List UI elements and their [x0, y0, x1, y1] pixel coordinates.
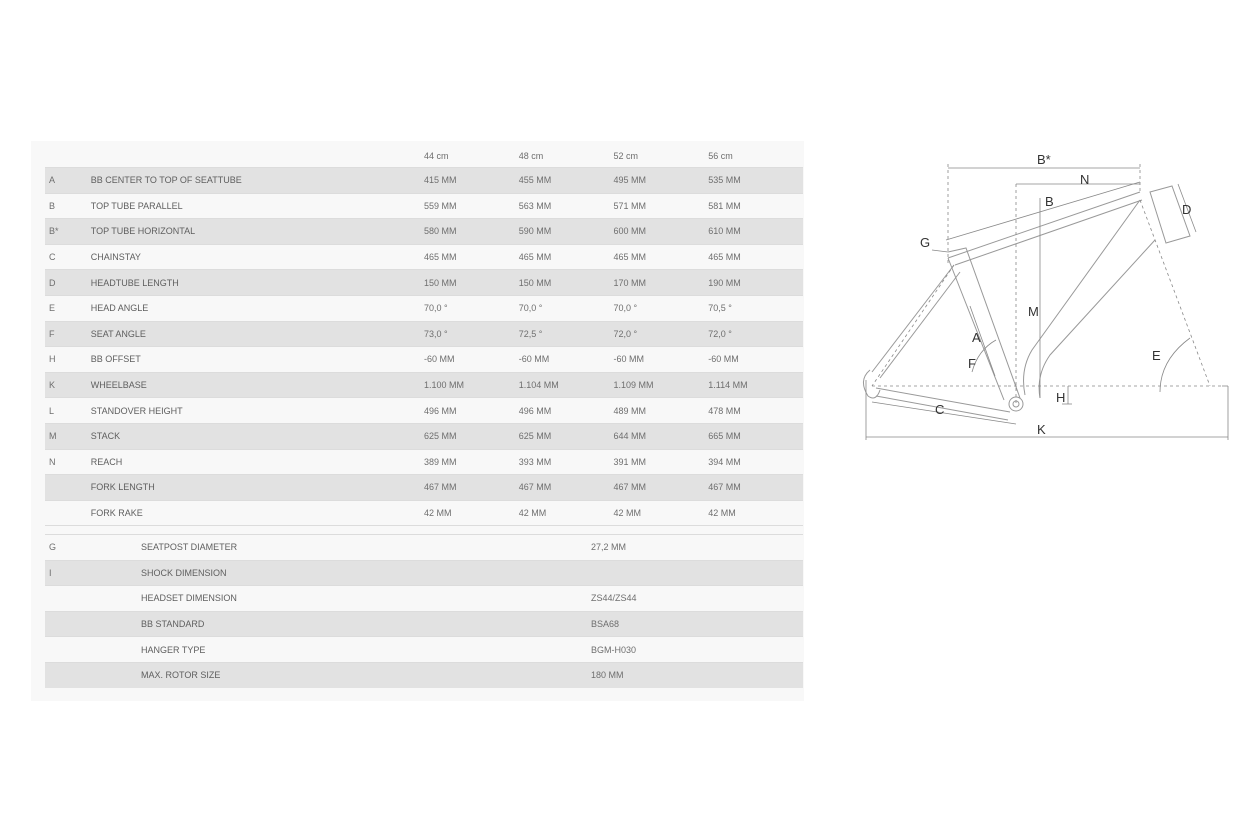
row-key: A — [49, 175, 56, 186]
table-row — [45, 244, 803, 270]
row-value: 42 MM — [423, 508, 452, 519]
table-row — [45, 219, 803, 245]
row-value: 391 MM — [613, 456, 646, 467]
row-value: 389 MM — [423, 456, 457, 467]
spec-key — [45, 611, 141, 637]
table-row — [45, 372, 803, 398]
row-label: SEAT ANGLE — [90, 328, 146, 339]
size-header: 52 cm — [613, 151, 638, 161]
row-value: 581 MM — [708, 200, 741, 211]
label-c: C — [935, 402, 945, 417]
row-value: 465 MM — [708, 252, 741, 263]
row-key: B* — [49, 226, 59, 237]
spec-value: 180 MM — [591, 670, 624, 681]
row-value: 644 MM — [613, 431, 646, 442]
row-key: B — [49, 200, 56, 211]
row-value: 70,0 ° — [613, 303, 638, 314]
table-row — [45, 270, 803, 296]
row-label: HEAD ANGLE — [90, 303, 149, 314]
size-header: 48 cm — [518, 151, 544, 161]
spec-key: I — [49, 567, 52, 578]
row-value: 150 MM — [518, 277, 552, 288]
row-value: 1.100 MM — [423, 380, 465, 391]
row-value: 610 MM — [708, 226, 741, 237]
row-value: 42 MM — [613, 508, 641, 519]
row-value: 72,0 ° — [613, 328, 638, 339]
table-row — [45, 193, 803, 219]
row-value: 535 MM — [708, 175, 741, 186]
spec-label: SHOCK DIMENSION — [141, 567, 227, 578]
spec-label: BB STANDARD — [141, 619, 205, 630]
row-value: -60 MM — [423, 354, 455, 365]
table-row — [45, 295, 803, 321]
row-label: FORK RAKE — [90, 508, 143, 519]
row-value: 580 MM — [423, 226, 457, 237]
row-value: 590 MM — [518, 226, 552, 237]
spec-row — [45, 560, 803, 586]
row-label: TOP TUBE HORIZONTAL — [90, 226, 196, 237]
frame-drawing — [863, 186, 1190, 420]
row-value: 73,0 ° — [423, 328, 448, 339]
row-value: 150 MM — [423, 277, 457, 288]
size-header: 56 cm — [708, 151, 733, 161]
row-value: 496 MM — [423, 405, 457, 416]
spec-key: G — [49, 542, 57, 553]
spec-label: HANGER TYPE — [141, 644, 206, 655]
row-label: BB OFFSET — [90, 354, 141, 365]
row-value: 495 MM — [613, 175, 646, 186]
label-g: G — [920, 235, 931, 250]
spec-row — [45, 535, 803, 561]
size-header: 44 cm — [423, 151, 449, 161]
row-value: 394 MM — [708, 456, 741, 467]
row-value: 72,0 ° — [708, 328, 732, 339]
row-label: WHEELBASE — [90, 380, 147, 391]
row-value: 465 MM — [613, 252, 646, 263]
table-row — [45, 500, 803, 526]
table-row — [45, 423, 803, 449]
row-value: 465 MM — [518, 252, 552, 263]
row-value: 72,5 ° — [518, 328, 543, 339]
label-h: H — [1056, 390, 1066, 405]
row-key: D — [49, 277, 56, 288]
row-value: 1.114 MM — [708, 380, 748, 391]
row-key: C — [49, 252, 56, 263]
spec-key — [45, 637, 141, 663]
spec-row — [45, 611, 803, 637]
spec-row — [45, 662, 803, 687]
spec-value: ZS44/ZS44 — [591, 593, 637, 604]
row-value: -60 MM — [613, 354, 644, 365]
label-e: E — [1152, 348, 1161, 363]
row-value: 478 MM — [708, 405, 741, 416]
row-value: 467 MM — [518, 482, 552, 493]
row-value: -60 MM — [518, 354, 550, 365]
row-value: 70,0 ° — [518, 303, 543, 314]
row-value: 489 MM — [613, 405, 646, 416]
row-value: 563 MM — [518, 200, 552, 211]
table-row — [45, 321, 803, 347]
row-value: 70,0 ° — [423, 303, 448, 314]
spec-label: HEADSET DIMENSION — [141, 593, 237, 604]
row-value: 665 MM — [708, 431, 741, 442]
size-header-row — [45, 145, 803, 168]
frame-geometry-diagram — [850, 140, 1240, 450]
row-value: 467 MM — [423, 482, 457, 493]
spec-key — [45, 586, 141, 612]
label-m: M — [1028, 304, 1039, 319]
row-value: 415 MM — [423, 175, 457, 186]
spec-row — [45, 586, 803, 612]
row-value: 1.104 MM — [518, 380, 559, 391]
spec-value: BGM-H030 — [591, 644, 637, 655]
row-value: 571 MM — [613, 200, 646, 211]
row-label: STACK — [90, 431, 121, 442]
spec-label: SEATPOST DIAMETER — [141, 542, 238, 553]
row-key — [45, 475, 91, 501]
row-value: 42 MM — [708, 508, 736, 519]
row-value: 465 MM — [423, 252, 457, 263]
row-label: TOP TUBE PARALLEL — [90, 200, 183, 211]
table-row — [45, 449, 803, 475]
spec-table-body — [45, 535, 803, 688]
label-k: K — [1037, 422, 1046, 437]
label-bstar: B* — [1037, 152, 1051, 167]
row-value: 70,5 ° — [708, 303, 732, 314]
label-d: D — [1182, 202, 1192, 217]
row-value: 467 MM — [613, 482, 646, 493]
geometry-table-body — [45, 168, 803, 526]
spec-table — [45, 534, 803, 688]
spec-value — [591, 560, 803, 586]
row-label: FORK LENGTH — [90, 482, 155, 493]
row-key: L — [49, 405, 55, 416]
row-key: K — [49, 380, 56, 391]
label-n: N — [1080, 172, 1090, 187]
row-label: CHAINSTAY — [90, 252, 141, 263]
row-value: 1.109 MM — [613, 380, 654, 391]
row-key: M — [49, 431, 57, 442]
spec-key — [45, 662, 141, 687]
row-value: -60 MM — [708, 354, 739, 365]
spec-value: BSA68 — [591, 619, 620, 630]
row-value: 190 MM — [708, 277, 741, 288]
table-row — [45, 398, 803, 424]
table-row — [45, 347, 803, 373]
spec-value: 27,2 MM — [591, 542, 627, 553]
row-key: E — [49, 303, 56, 314]
row-key: H — [49, 354, 56, 365]
table-row — [45, 168, 803, 194]
row-value: 600 MM — [613, 226, 646, 237]
row-label: BB CENTER TO TOP OF SEATTUBE — [90, 175, 242, 186]
row-value: 496 MM — [518, 405, 552, 416]
row-value: 42 MM — [518, 508, 547, 519]
label-b: B — [1045, 194, 1054, 209]
row-value: 393 MM — [518, 456, 552, 467]
row-key: F — [49, 328, 55, 339]
spec-row — [45, 637, 803, 663]
spec-label: MAX. ROTOR SIZE — [141, 670, 221, 681]
row-key: N — [49, 456, 56, 467]
row-key — [45, 500, 91, 526]
row-label: STANDOVER HEIGHT — [90, 405, 183, 416]
row-value: 625 MM — [518, 431, 552, 442]
geometry-table — [45, 145, 803, 526]
row-value: 455 MM — [518, 175, 552, 186]
row-value: 625 MM — [423, 431, 457, 442]
row-value: 170 MM — [613, 277, 646, 288]
table-row — [45, 475, 803, 501]
label-f: F — [968, 356, 976, 371]
row-label: REACH — [90, 456, 123, 467]
row-label: HEADTUBE LENGTH — [90, 277, 179, 288]
row-value: 467 MM — [708, 482, 741, 493]
label-a: A — [972, 330, 981, 345]
row-value: 559 MM — [423, 200, 457, 211]
